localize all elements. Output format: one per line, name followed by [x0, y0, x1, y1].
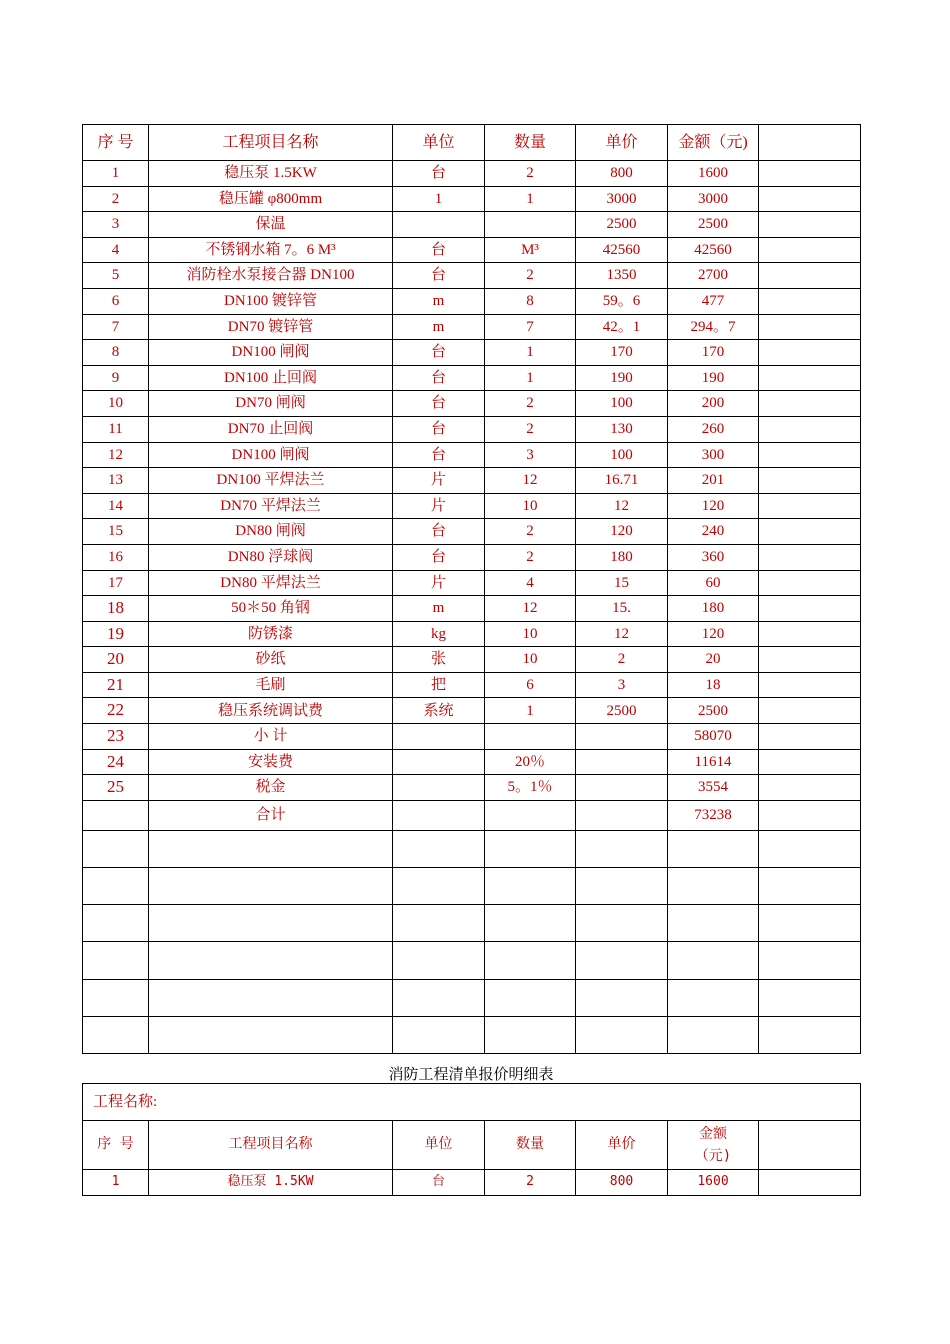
cell-qty: 12 [485, 468, 576, 494]
cell-unit [393, 212, 485, 238]
cell-amount: 240 [668, 519, 759, 545]
cell-extra [759, 775, 861, 801]
empty-cell [576, 979, 668, 1016]
empty-cell [83, 942, 149, 979]
cell-amount: 120 [668, 493, 759, 519]
cell-price [576, 724, 668, 750]
cell-index: 23 [83, 724, 149, 750]
empty-cell [149, 905, 393, 942]
empty-cell [668, 1016, 759, 1053]
cell-price: 120 [576, 519, 668, 545]
cell-amount: 477 [668, 288, 759, 314]
cell-index: 9 [83, 365, 149, 391]
cell-item: 消防栓水泵接合器 DN100 [149, 263, 393, 289]
empty-cell [576, 1016, 668, 1053]
cell-index: 16 [83, 544, 149, 570]
cell-qty: 2 [485, 263, 576, 289]
cell-qty: 4 [485, 570, 576, 596]
cell-price: 100 [576, 442, 668, 468]
empty-cell [149, 868, 393, 905]
empty-cell [393, 905, 485, 942]
table-row [83, 519, 861, 545]
cell-price: 1350 [576, 263, 668, 289]
header-cell: 工程项目名称 [149, 125, 393, 161]
table-row [83, 1170, 861, 1196]
quote-table-continued [82, 1083, 861, 1196]
cell-extra [759, 442, 861, 468]
total-cell [83, 800, 149, 830]
empty-cell [393, 942, 485, 979]
cell-qty [485, 724, 576, 750]
cell-item: 防锈漆 [149, 621, 393, 647]
cell-index: 3 [83, 212, 149, 238]
cell-price: 12 [576, 493, 668, 519]
table-row [83, 263, 861, 289]
cell-index: 11 [83, 416, 149, 442]
cell-qty: 2 [485, 1170, 576, 1196]
cell-unit: m [393, 288, 485, 314]
cell-index: 10 [83, 391, 149, 417]
empty-cell [393, 1016, 485, 1053]
cell-price: 100 [576, 391, 668, 417]
cell-qty: 10 [485, 621, 576, 647]
empty-cell [576, 905, 668, 942]
empty-row [83, 942, 861, 979]
header-cell: 单价 [576, 1121, 668, 1170]
cell-item: 稳压罐 φ800mm [149, 186, 393, 212]
cell-extra [759, 186, 861, 212]
cell-item: 稳压泵 1.5KW [149, 161, 393, 187]
cell-extra [759, 570, 861, 596]
cell-amount: 2500 [668, 698, 759, 724]
cell-extra [759, 212, 861, 238]
cell-index: 24 [83, 749, 149, 775]
empty-cell [759, 1016, 861, 1053]
cell-extra [759, 493, 861, 519]
cell-item: 税金 [149, 775, 393, 801]
cell-index: 8 [83, 340, 149, 366]
cell-amount: 201 [668, 468, 759, 494]
table-row [83, 596, 861, 622]
cell-extra [759, 544, 861, 570]
empty-cell [149, 830, 393, 867]
cell-price: 2 [576, 647, 668, 673]
header-cell: 单位 [393, 1121, 485, 1170]
header-cell: 单价 [576, 125, 668, 161]
empty-cell [759, 830, 861, 867]
empty-cell [485, 830, 576, 867]
cell-extra [759, 314, 861, 340]
header-cell [759, 125, 861, 161]
cell-unit: 台 [393, 340, 485, 366]
cell-qty: 1 [485, 698, 576, 724]
cell-extra [759, 698, 861, 724]
cell-price: 170 [576, 340, 668, 366]
cell-item: 稳压系统调试费 [149, 698, 393, 724]
table-row [83, 749, 861, 775]
empty-cell [759, 979, 861, 1016]
amount-unit: （元) [694, 1148, 732, 1164]
empty-cell [759, 905, 861, 942]
table-row [83, 647, 861, 673]
header-cell: 序 号 [83, 125, 149, 161]
cell-qty: 2 [485, 519, 576, 545]
header-cell: 数量 [485, 1121, 576, 1170]
header-cell: 数量 [485, 125, 576, 161]
table-header-row [83, 1121, 861, 1170]
cell-unit: 台 [393, 1170, 485, 1196]
empty-row [83, 830, 861, 867]
cell-amount: 260 [668, 416, 759, 442]
total-cell [759, 800, 861, 830]
cell-item: DN100 止回阀 [149, 365, 393, 391]
cell-unit: 台 [393, 416, 485, 442]
empty-cell [668, 868, 759, 905]
cell-amount: 42560 [668, 237, 759, 263]
cell-unit [393, 749, 485, 775]
table-row [83, 775, 861, 801]
cell-unit: 台 [393, 161, 485, 187]
table-row [83, 212, 861, 238]
cell-extra [759, 288, 861, 314]
cell-qty: 1 [485, 186, 576, 212]
cell-qty: 7 [485, 314, 576, 340]
empty-cell [83, 905, 149, 942]
header-cell [759, 1121, 861, 1170]
empty-cell [485, 942, 576, 979]
empty-row [83, 1016, 861, 1053]
cell-item: DN100 平焊法兰 [149, 468, 393, 494]
empty-cell [485, 1016, 576, 1053]
cell-amount: 1600 [668, 1170, 759, 1196]
empty-cell [668, 942, 759, 979]
cell-amount: 1600 [668, 161, 759, 187]
table-row [83, 672, 861, 698]
cell-item: 保温 [149, 212, 393, 238]
cell-unit: m [393, 596, 485, 622]
cell-amount: 58070 [668, 724, 759, 750]
cell-amount: 3000 [668, 186, 759, 212]
table-row [83, 544, 861, 570]
cell-item: DN100 闸阀 [149, 442, 393, 468]
table-row [83, 391, 861, 417]
cell-index: 15 [83, 519, 149, 545]
cell-extra [759, 672, 861, 698]
cell-extra [759, 237, 861, 263]
table-caption: 消防工程清单报价明细表 [388, 1067, 554, 1083]
cell-amount: 20 [668, 647, 759, 673]
cell-amount: 60 [668, 570, 759, 596]
total-label: 合计 [149, 800, 393, 830]
total-amount: 73238 [668, 800, 759, 830]
cell-unit: 台 [393, 519, 485, 545]
table-row [83, 468, 861, 494]
cell-price: 59。6 [576, 288, 668, 314]
cell-price: 2500 [576, 698, 668, 724]
empty-row [83, 979, 861, 1016]
empty-cell [759, 942, 861, 979]
project-name-row [83, 1084, 861, 1121]
cell-price: 130 [576, 416, 668, 442]
cell-item: DN100 闸阀 [149, 340, 393, 366]
cell-index: 5 [83, 263, 149, 289]
empty-cell [149, 1016, 393, 1053]
cell-qty [485, 212, 576, 238]
empty-cell [668, 979, 759, 1016]
cell-index: 14 [83, 493, 149, 519]
cell-index: 1 [83, 161, 149, 187]
cell-item: DN70 镀锌管 [149, 314, 393, 340]
quote-table [82, 124, 861, 1054]
cell-index: 12 [83, 442, 149, 468]
empty-cell [485, 905, 576, 942]
cell-qty: M³ [485, 237, 576, 263]
table-row [83, 493, 861, 519]
total-cell [576, 800, 668, 830]
cell-price: 42。1 [576, 314, 668, 340]
cell-item: 稳压泵 1.5KW [149, 1170, 393, 1196]
cell-item: 50＊50 角钢 [149, 596, 393, 622]
empty-cell [393, 868, 485, 905]
table-row [83, 724, 861, 750]
cell-extra [759, 749, 861, 775]
cell-item: 毛刷 [149, 672, 393, 698]
cell-amount: 18 [668, 672, 759, 698]
cell-index: 17 [83, 570, 149, 596]
cell-unit [393, 724, 485, 750]
cell-amount: 120 [668, 621, 759, 647]
header-cell: 工程项目名称 [149, 1121, 393, 1170]
cell-price: 42560 [576, 237, 668, 263]
cell-unit: kg [393, 621, 485, 647]
cell-qty: 1 [485, 365, 576, 391]
cell-item: 不锈钢水箱 7。6 M³ [149, 237, 393, 263]
empty-cell [759, 868, 861, 905]
cell-qty: 2 [485, 161, 576, 187]
cell-item: DN70 平焊法兰 [149, 493, 393, 519]
cell-index: 22 [83, 698, 149, 724]
cell-unit: 台 [393, 442, 485, 468]
cell-index: 7 [83, 314, 149, 340]
cell-index: 4 [83, 237, 149, 263]
cell-amount: 294。7 [668, 314, 759, 340]
amount-label: 金额 [699, 1125, 727, 1142]
project-name-label: 工程名称: [83, 1084, 861, 1121]
empty-cell [668, 830, 759, 867]
cell-amount: 11614 [668, 749, 759, 775]
cell-qty: 2 [485, 391, 576, 417]
cell-unit: 片 [393, 468, 485, 494]
cell-amount: 300 [668, 442, 759, 468]
cell-qty: 3 [485, 442, 576, 468]
table-row [83, 621, 861, 647]
empty-row [83, 868, 861, 905]
cell-index: 20 [83, 647, 149, 673]
cell-price: 12 [576, 621, 668, 647]
cell-price [576, 749, 668, 775]
cell-price: 3 [576, 672, 668, 698]
cell-index: 19 [83, 621, 149, 647]
cell-extra [759, 724, 861, 750]
empty-cell [149, 942, 393, 979]
cell-extra [759, 340, 861, 366]
cell-unit [393, 775, 485, 801]
empty-cell [668, 905, 759, 942]
cell-price: 180 [576, 544, 668, 570]
cell-extra [759, 365, 861, 391]
empty-cell [485, 979, 576, 1016]
cell-price: 3000 [576, 186, 668, 212]
cell-extra [759, 468, 861, 494]
header-cell: 单位 [393, 125, 485, 161]
cell-index: 13 [83, 468, 149, 494]
empty-cell [576, 942, 668, 979]
cell-amount: 2700 [668, 263, 759, 289]
cell-unit: 片 [393, 493, 485, 519]
cell-qty: 20％ [485, 749, 576, 775]
cell-unit: 把 [393, 672, 485, 698]
cell-amount: 200 [668, 391, 759, 417]
header-cell-amount [668, 1121, 759, 1170]
cell-item: DN70 止回阀 [149, 416, 393, 442]
cell-item: DN80 闸阀 [149, 519, 393, 545]
table-row [83, 570, 861, 596]
cell-item: DN80 浮球阀 [149, 544, 393, 570]
cell-price [576, 775, 668, 801]
cell-extra [759, 519, 861, 545]
table-row [83, 237, 861, 263]
table-row [83, 340, 861, 366]
cell-extra [759, 621, 861, 647]
empty-cell [149, 979, 393, 1016]
cell-price: 15 [576, 570, 668, 596]
cell-amount: 170 [668, 340, 759, 366]
table-row [83, 288, 861, 314]
cell-price: 2500 [576, 212, 668, 238]
empty-cell [485, 868, 576, 905]
cell-index: 21 [83, 672, 149, 698]
cell-index: 18 [83, 596, 149, 622]
cell-unit: 台 [393, 391, 485, 417]
cell-index: 25 [83, 775, 149, 801]
cell-qty: 6 [485, 672, 576, 698]
cell-qty: 1 [485, 340, 576, 366]
cell-price: 15. [576, 596, 668, 622]
cell-qty: 2 [485, 544, 576, 570]
cell-qty: 2 [485, 416, 576, 442]
cell-amount: 180 [668, 596, 759, 622]
cell-unit: m [393, 314, 485, 340]
cell-extra [759, 1170, 861, 1196]
table-row [83, 365, 861, 391]
cell-unit: 1 [393, 186, 485, 212]
empty-cell [83, 868, 149, 905]
empty-cell [576, 830, 668, 867]
table-row [83, 698, 861, 724]
table-row [83, 442, 861, 468]
cell-item: 小 计 [149, 724, 393, 750]
cell-amount: 2500 [668, 212, 759, 238]
cell-price: 190 [576, 365, 668, 391]
cell-price: 800 [576, 161, 668, 187]
cell-price: 16.71 [576, 468, 668, 494]
cell-price: 800 [576, 1170, 668, 1196]
empty-cell [576, 868, 668, 905]
empty-cell [393, 830, 485, 867]
cell-item: DN80 平焊法兰 [149, 570, 393, 596]
cell-extra [759, 416, 861, 442]
cell-extra [759, 263, 861, 289]
cell-index: 1 [83, 1170, 149, 1196]
cell-qty: 10 [485, 647, 576, 673]
cell-qty: 5。1％ [485, 775, 576, 801]
cell-unit: 台 [393, 544, 485, 570]
empty-cell [83, 1016, 149, 1053]
cell-extra [759, 161, 861, 187]
total-cell [393, 800, 485, 830]
table-row [83, 161, 861, 187]
cell-unit: 片 [393, 570, 485, 596]
empty-row [83, 905, 861, 942]
cell-index: 2 [83, 186, 149, 212]
cell-item: 砂纸 [149, 647, 393, 673]
cell-item: DN100 镀锌管 [149, 288, 393, 314]
table-header-row [83, 125, 861, 161]
cell-amount: 360 [668, 544, 759, 570]
cell-item: DN70 闸阀 [149, 391, 393, 417]
cell-amount: 3554 [668, 775, 759, 801]
cell-qty: 12 [485, 596, 576, 622]
cell-extra [759, 596, 861, 622]
cell-extra [759, 647, 861, 673]
empty-cell [393, 979, 485, 1016]
cell-unit: 台 [393, 365, 485, 391]
cell-unit: 系统 [393, 698, 485, 724]
cell-index: 6 [83, 288, 149, 314]
cell-qty: 8 [485, 288, 576, 314]
total-row [83, 800, 861, 830]
table-row [83, 314, 861, 340]
header-cell: 序 号 [83, 1121, 149, 1170]
cell-qty: 10 [485, 493, 576, 519]
table-row [83, 416, 861, 442]
header-cell: 金额（元) [668, 125, 759, 161]
cell-extra [759, 391, 861, 417]
cell-unit: 张 [393, 647, 485, 673]
table-row [83, 186, 861, 212]
cell-item: 安装费 [149, 749, 393, 775]
cell-unit: 台 [393, 237, 485, 263]
total-cell [485, 800, 576, 830]
empty-cell [83, 830, 149, 867]
cell-amount: 190 [668, 365, 759, 391]
cell-unit: 台 [393, 263, 485, 289]
empty-cell [83, 979, 149, 1016]
